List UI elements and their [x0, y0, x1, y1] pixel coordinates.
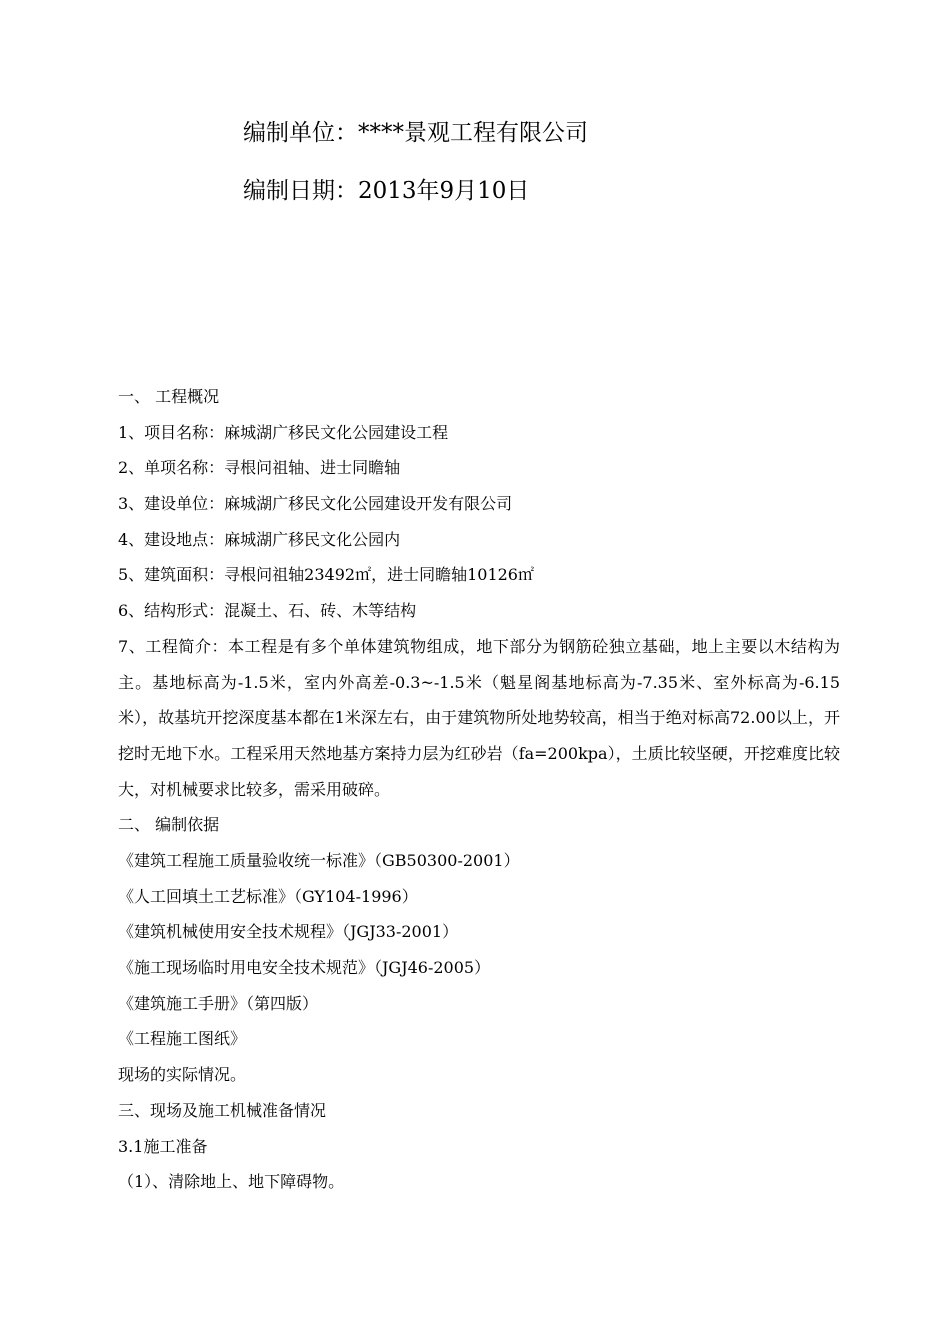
- basis-item: 《建筑工程施工质量验收统一标准》（GB50300-2001）: [118, 851, 520, 871]
- document-header: [243, 118, 893, 206]
- overview-item-project-name: 1、项目名称：麻城湖广移民文化公园建设工程: [118, 422, 449, 442]
- section-heading-preparation: 三、现场及施工机械准备情况: [118, 1100, 327, 1120]
- section-heading-basis: 二、 编制依据: [118, 815, 220, 835]
- basis-item: 《工程施工图纸》: [118, 1029, 247, 1049]
- subsection-heading-construction-prep: 3.1施工准备: [118, 1136, 208, 1156]
- basis-item: 《人工回填土工艺标准》（GY104-1996）: [118, 886, 418, 906]
- preparation-item: （1）、清除地上、地下障碍物。: [118, 1172, 345, 1192]
- basis-item: 现场的实际情况。: [118, 1065, 247, 1085]
- section-heading-overview: 一、 工程概况: [118, 387, 220, 406]
- basis-item: 《建筑施工手册》（第四版）: [118, 993, 319, 1013]
- overview-intro-paragraph: 7、工程简介：本工程是有多个单体建筑物组成，地下部分为钢筋砼独立基础，地上主要以木结构为主。基地标高为-1.5米，室内外高差-0.3~-1.5米（魁星阁基地标高为-7.35米、室外标高为-6.15米），故基坑开挖深度基本都在1米深左右，由于建筑物所处地势较高，相当于绝对标高72.00以上，开挖时无地下水。工程采用天然地基方案持力层为红砂岩（fa=200kpa），土质比较坚硬，开挖难度比较大，对机械要求比较多，需采用破碎。: [118, 636, 840, 799]
- overview-item-location: 4、建设地点：麻城湖广移民文化公园内: [118, 529, 401, 549]
- overview-item-area: 5、建筑面积：寻根问祖轴23492㎡，进士同瞻轴10126㎡: [118, 565, 534, 585]
- overview-item-owner: 3、建设单位：麻城湖广移民文化公园建设开发有限公司: [118, 494, 513, 514]
- basis-item: 《施工现场临时用电安全技术规范》（JGJ46-2005）: [118, 958, 491, 978]
- compiling-date: 编制日期：2013年9月10日: [243, 178, 530, 204]
- basis-item: 《建筑机械使用安全技术规程》（JGJ33-2001）: [118, 922, 459, 942]
- document-body: [118, 379, 840, 1200]
- overview-item-structure: 6、结构形式：混凝土、石、砖、木等结构: [118, 601, 417, 621]
- overview-item-sub-project: 2、单项名称：寻根问祖轴、进士同瞻轴: [118, 458, 401, 478]
- compiling-unit: 编制单位：****景观工程有限公司: [243, 120, 588, 146]
